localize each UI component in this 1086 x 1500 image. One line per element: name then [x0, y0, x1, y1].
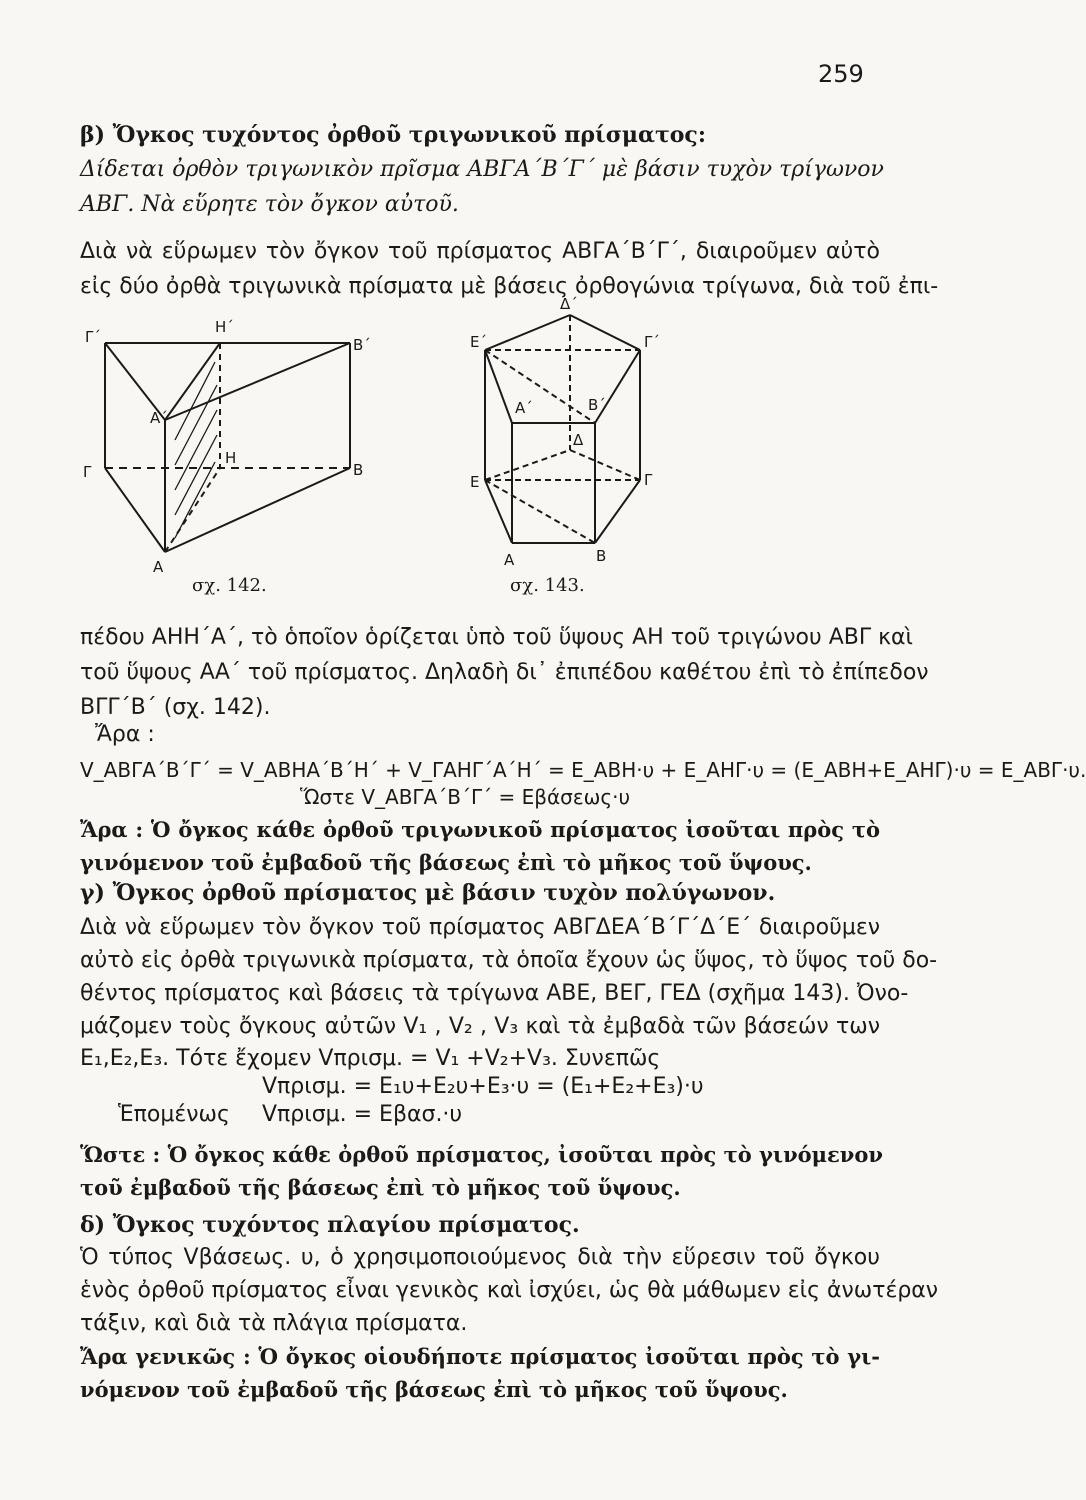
fig143-label-D: Δ — [573, 431, 584, 449]
fig143-label-B: Β — [596, 547, 607, 565]
section-d-line-3: τάξιν, καὶ διὰ τὰ πλάγια πρίσματα. — [80, 1311, 468, 1336]
formula-2: Ὥστε V_ΑΒΓΑ΄Β΄Γ΄ = Eβάσεως·υ — [300, 785, 631, 809]
page-number: 259 — [818, 60, 864, 88]
conclusion-b-line-2: γινόμενον τοῦ ἐμβαδοῦ τῆς βάσεως ἐπὶ τὸ μῆκος τοῦ ὕψους. — [80, 850, 812, 875]
section-b-heading: β) Ὄγκος τυχόντος ὀρθοῦ τριγωνικοῦ πρίσματος: — [80, 122, 706, 148]
conclusion-g-line-1: Ὥστε : Ὁ ὄγκος κάθε ὀρθοῦ πρίσματος, ἰσοῦται πρὸς τὸ γινόμενον — [80, 1142, 883, 1167]
fig143-label-A: Α — [504, 551, 515, 569]
fig143-caption: σχ. 143. — [510, 575, 585, 596]
section-g-formula-1: Vπρισμ. = E₁υ+E₂υ+E₃·υ = (E₁+E₂+E₃)·υ — [262, 1074, 704, 1099]
fig142-label-B: Β — [353, 461, 364, 479]
fig143-label-A-prime: Α΄ — [515, 399, 533, 417]
section-g-line-2: αὐτὸ εἰς ὀρθὰ τριγωνικὰ πρίσματα, τὰ ὁποῖα ἔχουν ὡς ὕψος, τὸ ὕψος τοῦ δο- — [80, 948, 938, 973]
figure-142 — [75, 300, 395, 590]
fig143-label-E: Ε — [470, 473, 480, 491]
fig142-label-G-prime: Γ΄ — [85, 328, 101, 346]
fig142-label-H-prime: Η΄ — [215, 318, 234, 336]
section-g-formula-2-label: Ἑπομένως — [118, 1102, 230, 1127]
section-g-line-4: μάζομεν τοὺς ὄγκους αὐτῶν V₁ , V₂ , V₃ καὶ τὰ ἐμβαδὰ τῶν βάσεών των — [80, 1014, 880, 1039]
fig142-label-G: Γ — [83, 463, 92, 481]
section-g-line-3: θέντος πρίσματος καὶ βάσεις τὰ τρίγωνα ΑΒΕ, ΒΕΓ, ΓΕΔ (σχῆμα 143). Ὀνο- — [80, 981, 909, 1006]
para2-line-2: τοῦ ὕψους ΑΑ΄ τοῦ πρίσματος. Δηλαδὴ δι᾽ ἐπιπέδου καθέτου ἐπὶ τὸ ἐπίπεδον — [80, 660, 929, 685]
figure-143 — [460, 295, 680, 585]
fig143-label-B-prime: Β΄ — [588, 396, 606, 414]
formula-1: V_ΑΒΓΑ΄Β΄Γ΄ = V_ΑΒΗΑ΄Β΄Η΄ + V_ΓΑΗΓ΄Α΄Η΄ = E_ΑΒΗ·υ + E_ΑΗΓ·υ = (E_ΑΒΗ+E_ΑΗΓ)·υ = E_ΑΒΓ·υ. — [80, 758, 1086, 782]
section-g-line-1: Διὰ νὰ εὕρωμεν τὸν ὄγκον τοῦ πρίσματος ΑΒΓΔΕΑ΄Β΄Γ΄Δ΄Ε΄ διαιροῦμεν — [80, 915, 880, 940]
problem-line-1: Δίδεται ὀρθὸν τριγωνικὸν πρῖσμα ΑΒΓΑ΄Β΄Γ΄ μὲ βάσιν τυχὸν τρίγωνον — [80, 157, 884, 182]
section-g-heading: γ) Ὄγκος ὀρθοῦ πρίσματος μὲ βάσιν τυχὸν πολύγωνον. — [80, 880, 776, 906]
conclusion-d-line-2: νόμενον τοῦ ἐμβαδοῦ τῆς βάσεως ἐπὶ τὸ μῆκος τοῦ ὕψους. — [80, 1377, 788, 1402]
fig142-label-A-prime: Α΄ — [150, 409, 168, 427]
para2-line-1: πέδου ΑΗΗ΄Α΄, τὸ ὁποῖον ὁρίζεται ὑπὸ τοῦ ὕψους ΑΗ τοῦ τριγώνου ΑΒΓ καὶ — [80, 625, 913, 650]
fig143-label-D-prime: Δ΄ — [560, 295, 578, 313]
section-g-formula-2: Vπρισμ. = Eβασ.·υ — [262, 1102, 463, 1127]
para1-line-2: εἰς δύο ὀρθὰ τριγωνικὰ πρίσματα μὲ βάσεις ὀρθογώνια τρίγωνα, διὰ τοῦ ἐπι- — [80, 274, 939, 299]
fig142-label-B-prime: Β΄ — [353, 336, 371, 354]
fig142-label-A: Α — [153, 558, 164, 576]
section-d-line-1: Ὁ τύπος Vβάσεως. υ, ὁ χρησιμοποιούμενος διὰ τὴν εὕρεσιν τοῦ ὄγκου — [80, 1245, 880, 1270]
ara-label: Ἄρα : — [95, 722, 155, 747]
section-d-heading: δ) Ὄγκος τυχόντος πλαγίου πρίσματος. — [80, 1212, 580, 1238]
fig143-label-E-prime: Ε΄ — [470, 333, 487, 351]
fig142-caption: σχ. 142. — [192, 575, 267, 596]
conclusion-b-line-1: Ἄρα : Ὁ ὄγκος κάθε ὀρθοῦ τριγωνικοῦ πρίσματος ἰσοῦται πρὸς τὸ — [80, 817, 880, 842]
problem-line-2: ΑΒΓ. Νὰ εὕρητε τὸν ὄγκον αὐτοῦ. — [80, 192, 459, 217]
fig143-label-G: Γ — [644, 471, 653, 489]
conclusion-g-line-2: τοῦ ἐμβαδοῦ τῆς βάσεως ἐπὶ τὸ μῆκος τοῦ ὕψους. — [80, 1175, 681, 1200]
section-d-line-2: ἑνὸς ὀρθοῦ πρίσματος εἶναι γενικὸς καὶ ἰσχύει, ὡς θὰ μάθωμεν εἰς ἀνωτέραν — [80, 1278, 939, 1303]
para1-line-1: Διὰ νὰ εὕρωμεν τὸν ὄγκον τοῦ πρίσματος ΑΒΓΑ΄Β΄Γ΄, διαιροῦμεν αὐτὸ — [80, 239, 880, 264]
fig143-label-G-prime: Γ΄ — [644, 333, 660, 351]
conclusion-d-line-1: Ἄρα γενικῶς : Ὁ ὄγκος οἱουδήποτε πρίσματος ἰσοῦται πρὸς τὸ γι- — [80, 1344, 880, 1369]
section-g-line-5: E₁,E₂,E₃. Τότε ἔχομεν Vπρισμ. = V₁ +V₂+V₃. Συνεπῶς — [80, 1046, 661, 1071]
para2-line-3: ΒΓΓ΄Β΄ (σχ. 142). — [80, 695, 271, 720]
fig142-label-H: Η — [225, 449, 237, 467]
